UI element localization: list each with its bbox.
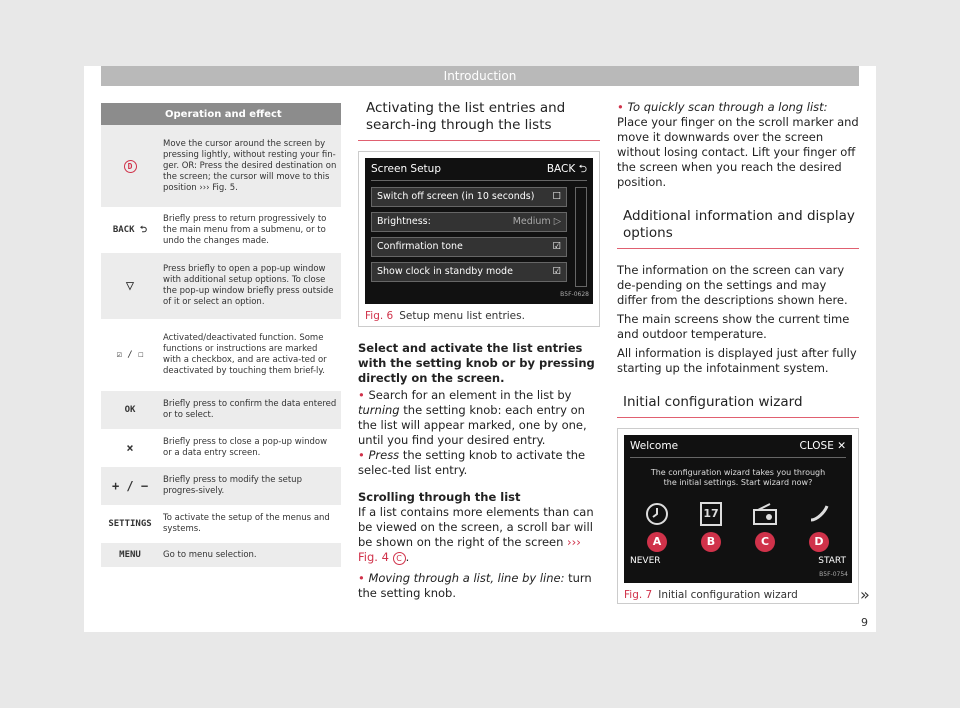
close-icon: × [101, 429, 159, 467]
symbol-ok: OK [101, 391, 159, 429]
table-row [101, 429, 341, 467]
row-text: Briefly press to modify the setup progres-sively. [159, 467, 341, 505]
section-header: Introduction [101, 66, 859, 86]
paragraph: The information on the screen can vary de-pending on the settings and may differ from the descriptions shown here. [617, 263, 848, 307]
image-code: B5F-0754 [819, 571, 848, 578]
table-row [101, 125, 341, 207]
list-item: Show clock in standby mode ☑ [371, 262, 567, 282]
callout-a: A [647, 532, 667, 552]
figure-label: Fig. 6 [365, 310, 394, 322]
figure-link[interactable]: ››› Fig. 4 [358, 535, 581, 564]
list-item: Confirmation tone ☑ [371, 237, 567, 257]
scroll-paragraph: If a list contains more elements than can be viewed on the screen, a scroll bar will be shown on the right of the screen ››› Fig. 4 C . [358, 505, 594, 564]
wizard-message: The configuration wizard takes you through the initial settings. Start wizard now? [650, 468, 826, 487]
list-item: Switch off screen (in 10 seconds) ☐ [371, 187, 567, 207]
wizard-footer [630, 554, 846, 569]
subheading-scrolling: Scrolling through the list [358, 490, 521, 504]
right-column [617, 100, 859, 604]
table-row [101, 253, 341, 319]
screen-header [630, 439, 846, 457]
middle-column [358, 100, 600, 601]
screen-title: Screen Setup [371, 163, 441, 175]
phone-icon [799, 502, 839, 530]
radio-icon [745, 502, 785, 530]
row-text: Briefly press to return progressively to the main menu from a submenu, or to undo the changes made. [159, 207, 341, 253]
callout-badge: C [393, 552, 406, 565]
row-text: Briefly press to close a pop-up window or a data entry screen. [159, 429, 341, 467]
symbol-d: D [124, 160, 137, 173]
clock-icon [637, 502, 677, 530]
continue-marker: » [860, 585, 870, 604]
table-row [101, 505, 341, 543]
bullet-item: • Press the setting knob to activate the selec-ted list entry. [358, 448, 586, 477]
paragraph: All information is displayed just after fully starting up the infotainment system. [617, 346, 857, 375]
figure-label: Fig. 7 [624, 589, 653, 601]
figure-7 [617, 428, 859, 604]
callout-d: D [809, 532, 829, 552]
bullet-item: • Search for an element in the list by turning the setting knob: each entry on the list will appear marked, one by one, until you find your desired entry. [358, 388, 587, 447]
screen-back-button: BACK ⮌ [546, 163, 587, 175]
screen-header [371, 162, 587, 180]
row-text: Press briefly to open a pop-up window with additional setup options. To close the pop-up window briefly press outside of it or select an option. [159, 253, 341, 319]
operation-table-container [101, 103, 341, 567]
table-row [101, 391, 341, 429]
image-code: B5F-0628 [560, 291, 589, 298]
scrollbar [575, 187, 587, 287]
table-row [101, 467, 341, 505]
callout-b: B [701, 532, 721, 552]
callout-c: C [755, 532, 775, 552]
dropdown-icon: ▽ [101, 253, 159, 319]
row-text: Go to menu selection. [159, 543, 341, 567]
table-row [101, 207, 341, 253]
operation-table [101, 103, 341, 567]
callout-letters [630, 532, 846, 552]
wizard-icons [630, 502, 846, 530]
never-button: NEVER [630, 556, 661, 566]
section-title-wizard: Initial configuration wizard [617, 394, 859, 418]
instruction-bold: Select and activate the list entries with the setting knob or by pressing directly on the screen. [358, 341, 595, 385]
calendar-icon: 17 [691, 502, 731, 530]
symbol-back: BACK ⮌ [101, 207, 159, 253]
plus-minus-icon: + / − [101, 467, 159, 505]
section-title-additional: Additional information and display options [617, 208, 859, 249]
symbol-settings: SETTINGS [101, 505, 159, 543]
screen-title: Welcome [630, 440, 679, 452]
welcome-screen-image [624, 435, 852, 583]
start-button: START [818, 556, 846, 566]
bullet-item: • To quickly scan through a long list: Place your finger on the scroll marker and move it downwards over the screen without losing contact. Lift your finger off the screen when you reach the desired position. [617, 100, 859, 189]
symbol-menu: MENU [101, 543, 159, 567]
row-text: Activated/deactivated function. Some functions or instructions are marked with a checkbox, and are activa-ted or deactivated by touching them brief-ly. [159, 319, 341, 391]
page-number: 9 [861, 616, 868, 629]
checkbox-icon: ☑ [552, 266, 561, 277]
row-text: Move the cursor around the screen by pressing lightly, without resting your fin-ger. OR: Press the desired destination on the screen; the cursor will move to this position ››› Fig. 5. [159, 125, 341, 207]
table-row [101, 543, 341, 567]
checkbox-icon: ☑ [552, 241, 561, 252]
table-row [101, 319, 341, 391]
bullet-item: • Moving through a list, line by line: turn the setting knob. [358, 571, 592, 600]
paragraph: The main screens show the current time and outdoor temperature. [617, 312, 850, 341]
figure-6 [358, 151, 600, 327]
list-item: Brightness: Medium ▷ [371, 212, 567, 232]
checkbox-icon: ☐ [552, 191, 561, 202]
screen-close-button: CLOSE ✕ [799, 440, 846, 452]
screen-setup-image [365, 158, 593, 304]
checkbox-icon: ☑ / ☐ [101, 319, 159, 391]
figure-caption: Fig. 6 Setup menu list entries. [365, 310, 525, 322]
section-title-lists: Activating the list entries and search-ing through the lists [358, 100, 600, 141]
row-text: To activate the setup of the menus and systems. [159, 505, 341, 543]
table-header: Operation and effect [159, 103, 341, 125]
row-text: Briefly press to confirm the data entered or to select. [159, 391, 341, 429]
figure-caption: Fig. 7 Initial configuration wizard [624, 589, 798, 601]
